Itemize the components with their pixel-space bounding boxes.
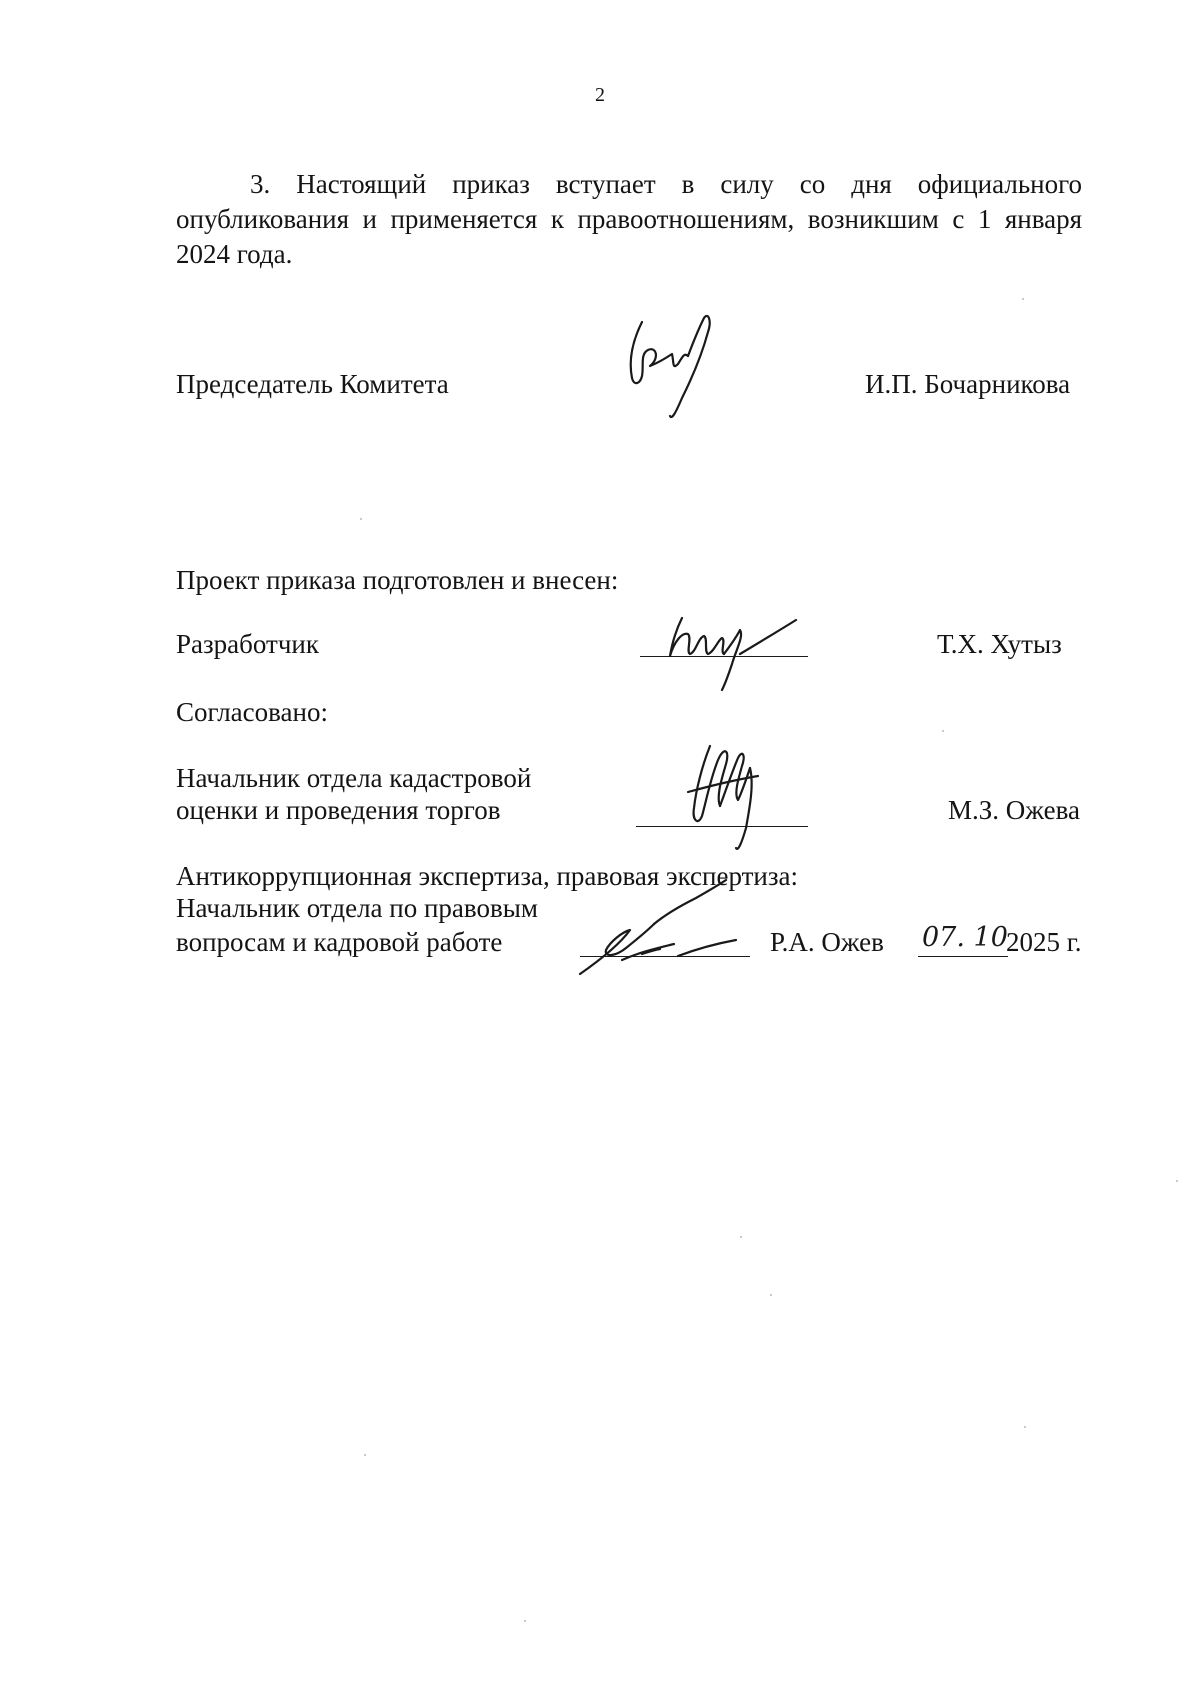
scan-speck: [1024, 1426, 1026, 1428]
paragraph-line: 2024 года.: [176, 239, 293, 269]
developer-role: Разработчик: [176, 629, 319, 659]
paragraph-line: 3. Настоящий приказ вступает в силу со дня официального: [250, 169, 1082, 199]
chairman-title: Председатель Комитета: [176, 369, 449, 399]
cadastral-head-role-line1: Начальник отдела кадастровой: [176, 763, 532, 793]
developer-signature: [660, 612, 810, 692]
page-number: 2: [595, 84, 605, 106]
scan-speck: [524, 1620, 526, 1622]
paragraph-3: [176, 167, 1082, 272]
cadastral-head-role-line2: оценки и проведения торгов: [176, 795, 501, 825]
scan-speck: [740, 1236, 742, 1238]
cadastral-head-signature: [680, 736, 790, 856]
legal-head-role-line1: Начальник отдела по правовым: [176, 893, 538, 923]
legal-head-name: Р.А. Ожев: [770, 927, 884, 957]
scan-speck: [1022, 298, 1024, 300]
date-underline: [918, 956, 1008, 957]
scan-speck: [770, 1294, 772, 1296]
handwritten-date: 07. 10: [922, 922, 1008, 953]
scan-speck: [364, 1454, 366, 1456]
paragraph-line: опубликования и применяется к правоотношениям, возникшим с 1 января: [176, 204, 1082, 234]
expertise-heading: Антикоррупционная экспертиза, правовая экспертиза:: [176, 861, 799, 891]
chairman-signature: [620, 314, 720, 424]
cadastral-head-name: М.З. Ожева: [948, 795, 1080, 825]
chairman-name: И.П. Бочарникова: [865, 369, 1071, 399]
legal-head-role-line2: вопросам и кадровой работе: [176, 927, 503, 957]
developer-name: Т.Х. Хутыз: [937, 629, 1062, 659]
scan-speck: [1176, 1180, 1178, 1182]
agreed-heading: Согласовано:: [176, 697, 328, 727]
legal-head-signature: [570, 870, 770, 990]
scan-speck: [360, 518, 362, 520]
scan-speck: [942, 730, 944, 732]
date-year: 2025 г.: [1006, 927, 1082, 957]
project-heading: Проект приказа подготовлен и внесен:: [176, 565, 619, 595]
